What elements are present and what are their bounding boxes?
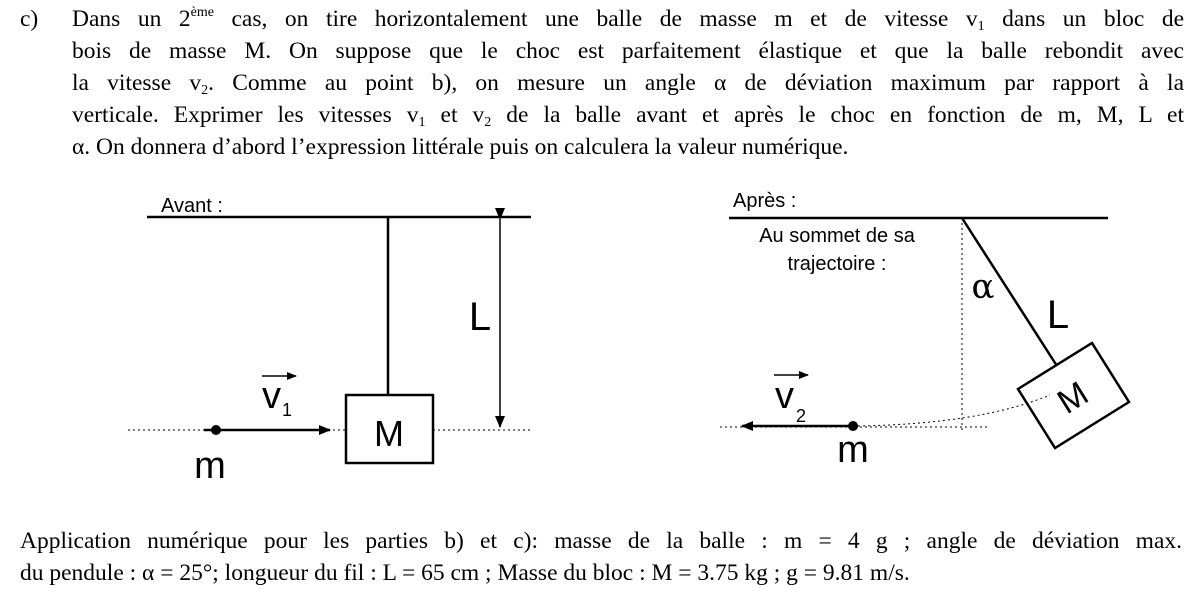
text-run: et v: [425, 102, 485, 128]
velocity-subscript: 1: [282, 400, 293, 420]
before-diagram: [128, 195, 531, 487]
angle-label: α: [971, 267, 995, 307]
velocity-subscript: 2: [796, 406, 807, 426]
question-line-2: bois de masse M. On suppose que le choc est parfaitement élastique et que la balle rebondit avec: [72, 38, 1184, 64]
ball-label: m: [194, 445, 226, 487]
text-run: dans un bloc de: [984, 6, 1184, 32]
subscript: 1: [977, 19, 985, 34]
subscript: 2: [201, 83, 209, 98]
question-line-5: α. On donnera d’abord l’expression littérale puis on calculera la valeur numérique.: [72, 134, 849, 160]
text-run: la vitesse v: [72, 70, 202, 96]
superscript: ème: [190, 5, 214, 20]
after-title: Après :: [733, 190, 797, 212]
text-run: de la balle avant et après le choc en fonction de m, M, L et: [491, 102, 1184, 128]
subscript: 2: [484, 115, 492, 130]
text-run: cas, on tire horizontalement une balle de masse m et de vitesse v: [213, 6, 978, 32]
block-label: M: [374, 413, 404, 454]
block-label: M: [1050, 374, 1096, 422]
pendulum-diagram: [0, 180, 1191, 510]
length-label: L: [1046, 293, 1070, 337]
length-label: L: [468, 295, 492, 339]
before-title: Avant :: [161, 195, 223, 217]
text-run: Dans un 2: [72, 6, 191, 32]
footer-line-1: Application numérique pour les parties b) et c): masse de la balle : m = 4 g ; angle de déviation max.: [20, 528, 1182, 554]
numerical-application: [20, 525, 1182, 589]
swing-arc: [858, 395, 1050, 426]
ball-label: m: [837, 429, 869, 471]
question-line-3: [72, 67, 1184, 99]
question-text: [72, 3, 1184, 163]
after-note-line1: Au sommet de sa: [759, 225, 915, 247]
text-run: . Comme au point b), on mesure un angle α de déviation maximum par rapport à la: [208, 70, 1184, 96]
after-note-line2: trajectoire :: [787, 253, 887, 275]
question-line-1: [72, 3, 1184, 35]
subscript: 1: [418, 115, 426, 130]
text-run: verticale. Exprimer les vitesses v: [72, 102, 419, 128]
question-label: c): [20, 6, 39, 32]
question-line-4: [72, 99, 1184, 131]
velocity-label: v: [262, 375, 281, 417]
after-diagram: [720, 190, 1129, 471]
footer-line-2: du pendule : α = 25°; longueur du fil : L = 65 cm ; Masse du bloc : M = 3.75 kg ; g = 9.81 m/s.: [20, 560, 910, 586]
velocity-label: v: [775, 375, 794, 417]
